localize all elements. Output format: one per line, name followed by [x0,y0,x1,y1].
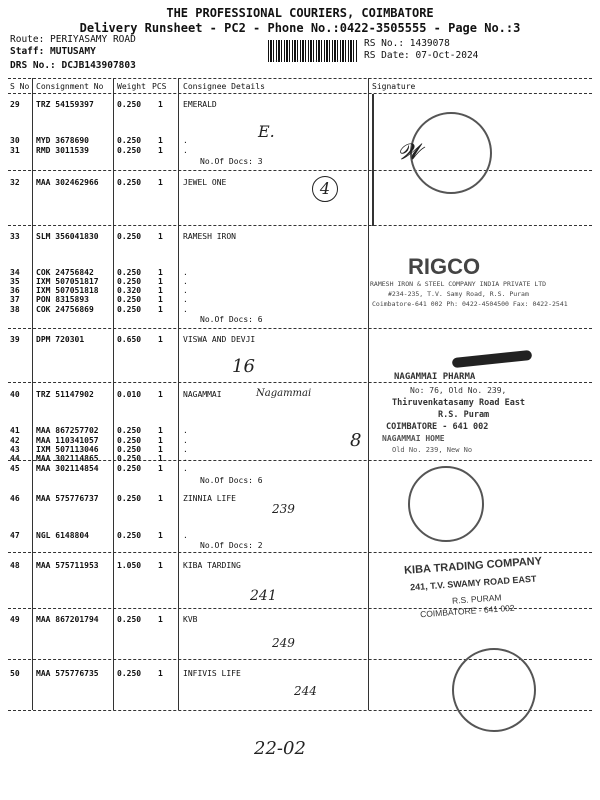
row-consignment: IXM 507051817 [36,277,99,286]
handwritten-mark: E. [258,122,275,141]
row-weight: 0.250 [117,464,142,473]
row-weight: 0.250 [117,494,142,503]
row-consignee: NAGAMMAI [183,390,222,399]
row-consignee: INFIVIS LIFE [183,669,241,678]
row-consignee: . [183,305,188,314]
row-pcs: 1 [158,305,163,314]
row-consignment: TRZ 51147902 [36,390,94,399]
row-pcs: 1 [158,146,163,155]
handwritten-mark: 22-02 [254,738,306,759]
row-consignment: MAA 575776735 [36,669,99,678]
row-consignment: COK 24756869 [36,305,94,314]
row-consignee: RAMESH IRON [183,232,236,241]
group-separator [8,170,592,171]
row-consignment: IXM 507113046 [36,445,99,454]
row-pcs: 1 [158,494,163,503]
row-consignment: MAA 575711953 [36,561,99,570]
row-sno: 29 [10,100,20,109]
row-weight: 0.250 [117,178,142,187]
stamp-text: #234-235, T.V. Samy Road, R.S. Puram [388,290,529,298]
row-sno: 31 [10,146,20,155]
drs-number: DRS No.: DCJB143907803 [10,60,136,71]
row-weight: 1.050 [117,561,142,570]
group-separator [8,225,592,226]
row-weight: 0.250 [117,445,142,454]
row-sno: 35 [10,277,20,286]
row-pcs: 1 [158,615,163,624]
row-weight: 0.250 [117,268,142,277]
row-pcs: 1 [158,268,163,277]
col-divider-2 [113,78,114,710]
col-weight: Weight [117,82,146,91]
row-consignment: MAA 575776737 [36,494,99,503]
row-consignee: . [183,136,188,145]
row-consignee: . [183,445,188,454]
row-sno: 37 [10,295,20,304]
stamp-text: R.S. PURAM [451,592,502,606]
barcode-image [268,40,358,62]
row-consignment: IXM 507051818 [36,286,99,295]
row-consignment: NGL 6148804 [36,531,89,540]
stamp-text: NAGAMMAI PHARMA [394,372,476,382]
row-consignment: MAA 867257702 [36,426,99,435]
row-consignee: KVB [183,615,198,624]
row-weight: 0.010 [117,390,142,399]
row-pcs: 1 [158,454,163,463]
row-consignment: COK 24756842 [36,268,94,277]
row-consignee: . [183,426,188,435]
row-weight: 0.250 [117,436,142,445]
row-consignment: MAA 302462966 [36,178,99,187]
signature-scribble: 𝓦 [398,140,422,165]
handwritten-mark: Nagammai [256,388,312,399]
row-sno: 49 [10,615,20,624]
row-pcs: 1 [158,136,163,145]
row-consignee: VISWA AND DEVJI [183,335,256,344]
col-consignee: Consignee Details [183,82,265,91]
row-sno: 45 [10,464,20,473]
row-pcs: 1 [158,232,163,241]
header-rule-bottom [8,93,592,94]
row-consignee: . [183,454,188,463]
col-sno: S No [10,82,30,91]
row-sno: 30 [10,136,20,145]
handwritten-mark: 8 [350,430,362,451]
col-consignment: Consignment No [36,82,104,91]
row-sno: 38 [10,305,20,314]
handwritten-mark: 241 [250,588,277,604]
row-pcs: 1 [158,100,163,109]
row-sno: 39 [10,335,20,344]
row-consignee: . [183,295,188,304]
stamp-text: Thiruvenkatasamy Road East [392,398,526,408]
row-sno: 36 [10,286,20,295]
row-pcs: 1 [158,445,163,454]
zinnia-seal-stamp [408,466,484,542]
row-pcs: 1 [158,531,163,540]
doc-count: No.Of Docs: 2 [200,541,263,550]
row-pcs: 1 [158,335,163,344]
row-pcs: 1 [158,178,163,187]
row-weight: 0.250 [117,295,142,304]
row-consignment: MAA 302114865 [36,454,99,463]
row-consignee: KIBA TARDING [183,561,241,570]
row-sno: 40 [10,390,20,399]
row-consignee: . [183,531,188,540]
row-weight: 0.250 [117,426,142,435]
col-signature: Signature [372,82,416,91]
row-consignment: TRZ 54159397 [36,100,94,109]
row-sno: 41 [10,426,20,435]
emerald-seal-stamp [410,112,492,194]
row-weight: 0.250 [117,146,142,155]
stamp-text: COIMBATORE - 641 002 [419,602,515,620]
col-pcs: PCS [152,82,167,91]
col-divider-3 [178,78,179,710]
row-sno: 34 [10,268,20,277]
stamp-text: KIBA TRADING COMPANY [403,555,543,577]
row-consignment: MAA 302114854 [36,464,99,473]
group-separator [8,552,592,553]
handwritten-mark: 4 [312,176,338,202]
stamp-text: COIMBATORE - 641 002 [386,422,489,432]
group-separator [8,328,592,329]
row-pcs: 1 [158,561,163,570]
row-consignment: MAA 867201794 [36,615,99,624]
stamp-text: RAMESH IRON & STEEL COMPANY INDIA PRIVATE LTD [370,280,547,288]
row-sno: 44 [10,454,20,463]
row-sno: 50 [10,669,20,678]
stamp-text: Coimbatore-641 002 Ph: 0422-4504500 Fax: 0422-2541 [372,300,568,308]
row-weight: 0.250 [117,615,142,624]
row-consignee: . [183,464,188,473]
stamp-text: R.S. Puram [438,410,490,420]
row-weight: 0.250 [117,531,142,540]
row-weight: 0.650 [117,335,142,344]
doc-count: No.Of Docs: 3 [200,157,263,166]
row-sno: 46 [10,494,20,503]
handwritten-mark: 16 [232,356,255,377]
row-sno: 33 [10,232,20,241]
row-sno: 32 [10,178,20,187]
row-consignment: PON 8315893 [36,295,89,304]
row-consignee: . [183,277,188,286]
ink-blot [452,350,533,368]
rs-number: RS No.: 1439078 [364,38,450,49]
doc-count: No.Of Docs: 6 [200,315,263,324]
route-label: Route: PERIYASAMY ROAD [10,34,136,45]
staff-label: Staff: MUTUSAMY [10,46,96,57]
group-separator [8,382,592,383]
row-consignee: EMERALD [183,100,217,109]
handwritten-mark: 249 [272,636,295,650]
stamp-text: NAGAMMAI HOME [382,434,445,443]
row-consignee: . [183,268,188,277]
rs-date: RS Date: 07-Oct-2024 [364,50,479,61]
row-consignment: DPM 720301 [36,335,85,344]
row-consignment: MYD 3678690 [36,136,89,145]
handwritten-mark: 239 [272,502,295,516]
row-pcs: 1 [158,464,163,473]
stamp-text: No: 76, Old No. 239, [410,386,507,395]
col-divider-1 [32,78,33,710]
row-sno: 42 [10,436,20,445]
row-consignment: SLM 356041830 [36,232,99,241]
row-consignee: . [183,286,188,295]
row-weight: 0.250 [117,277,142,286]
company-title: THE PROFESSIONAL COURIERS, COIMBATORE [166,6,434,20]
row-consignment: MAA 110341057 [36,436,99,445]
row-pcs: 1 [158,426,163,435]
row-sno: 43 [10,445,20,454]
row-weight: 0.250 [117,100,142,109]
row-weight: 0.250 [117,232,142,241]
runsheet-title: Delivery Runsheet - PC2 - Phone No.:0422-3505555 - Page No.:3 [79,21,521,35]
row-consignment: RMD 3011539 [36,146,89,155]
row-pcs: 1 [158,295,163,304]
handwritten-mark: 244 [294,684,317,698]
stamp-text: 241, T.V. SWAMY ROAD EAST [409,573,537,593]
header-rule-top [8,78,592,79]
row-weight: 0.250 [117,136,142,145]
row-weight: 0.250 [117,669,142,678]
doc-count: No.Of Docs: 6 [200,476,263,485]
infivis-seal-stamp [452,648,536,732]
row-pcs: 1 [158,286,163,295]
row-pcs: 1 [158,669,163,678]
row-pcs: 1 [158,436,163,445]
row-consignee: JEWEL ONE [183,178,227,187]
row-weight: 0.250 [117,305,142,314]
stamp-text: Old No. 239, New No [392,446,473,454]
row-sno: 47 [10,531,20,540]
signature-bracket [372,94,374,226]
row-pcs: 1 [158,277,163,286]
row-pcs: 1 [158,390,163,399]
col-divider-4 [368,78,369,710]
rigco-logo: RIGCO [408,254,481,279]
row-weight: 0.320 [117,286,142,295]
row-consignee: . [183,146,188,155]
row-consignee: ZINNIA LIFE [183,494,236,503]
row-weight: 0.250 [117,454,142,463]
row-consignee: . [183,436,188,445]
row-sno: 48 [10,561,20,570]
